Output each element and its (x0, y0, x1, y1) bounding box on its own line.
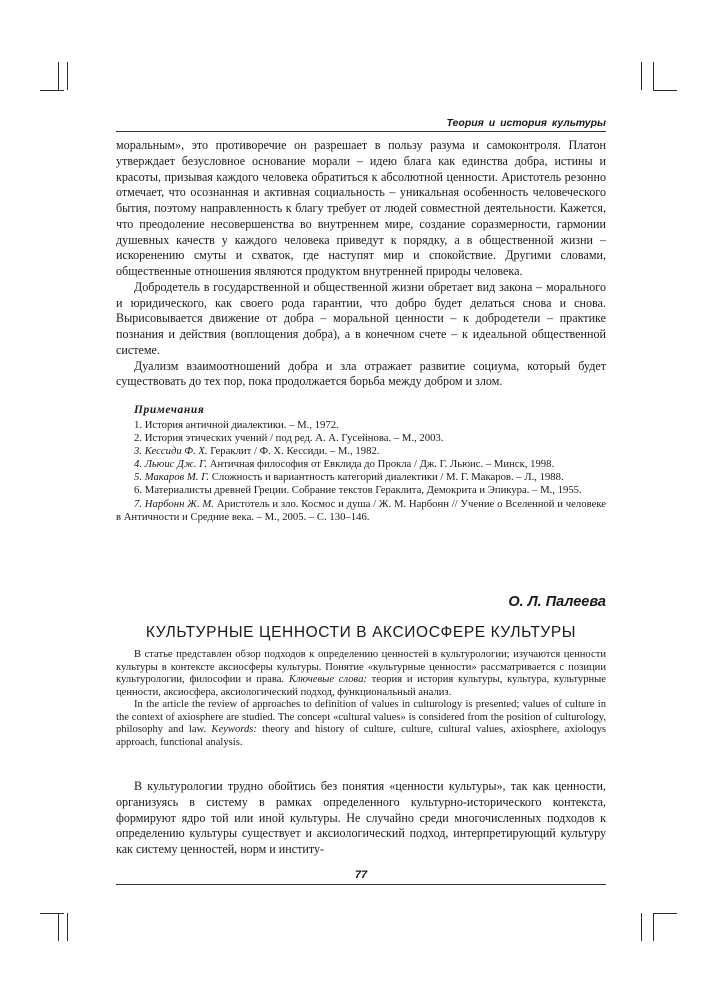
note-item: 3. Кессиди Ф. Х. Гераклит / Ф. Х. Кессиди. – М., 1982. (134, 445, 380, 458)
abstract-section (116, 649, 606, 749)
note-item: 2. История этических учений / под ред. А. А. Гусейнова. – М., 2003. (134, 432, 444, 445)
page-number: 77 (354, 869, 368, 881)
paragraph: В культурологии трудно обойтись без понятия «ценности культуры», так как ценности, организуясь в систему в рамках определенного культурно-исторического контекста, формируют ядро той или иной культуры. Не случайно среди многочисленных подходов к определению культуры существует и аксиологический подход, интерпретирующий культуру как систему ценностей, норм и институ- (116, 779, 606, 856)
article-author: О. Л. Палеева (508, 594, 606, 610)
header-rule (116, 131, 606, 132)
article-body (116, 779, 606, 858)
abstract-ru: В статье представлен обзор подходов к определению ценностей в культурологии; изучаются ценности культуры в контексте аксиосферы культуры. Понятие «культурные ценности» рассматривается с позиции культурологии, философии и права. Ключевые слова: теория и история культуры, культура, культурные ценности, аксиосфера, аксиологический подход, функциональный анализ. (116, 649, 606, 698)
notes-title: Примечания (134, 404, 205, 416)
keywords-label: Keywords: (211, 724, 257, 736)
paragraph: моральным», это противоречие он разрешает в пользу разума и самоконтроля. Платон утверждает безусловное основание морали – идею блага как единства добра, истины и красоты, призывая каждого человека обратиться к абсолютной ценности. Аристотель резонно отмечает, что осознанная и активная социальность – уникальная особенность человеческого бытия, поэтому направленность к благу требует от людей совместной деятельности. Кажется, что преодоление несовершенства во внутреннем мире, создание соразмерности, гармонии душевных качеств у каждого человека приведут к порядку, а в общественной жизни – искоренению смуты и схваток, где наступят мир и спокойствие. Другими словами, общественные отношения являются продуктом внутренней природы человека. (116, 138, 606, 278)
previous-article-text (116, 138, 606, 390)
footer-rule (116, 884, 606, 885)
note-item: 5. Макаров М. Г. Сложность и вариантность категорий диалектики / М. Г. Макаров. – Л., 1988. (134, 471, 564, 484)
article-title: КУЛЬТУРНЫЕ ЦЕННОСТИ В АКСИОСФЕРЕ КУЛЬТУРЫ (145, 624, 577, 641)
note-item: 1. История античной диалектики. – М., 1972. (134, 419, 339, 431)
note-item: 7. Нарбонн Ж. М. Аристотель и зло. Космос и душа / Ж. М. Нарбонн // Учение о Вселенной и человеке в Античности и Средние века. – М., 2005. – С. 130–146. (116, 497, 606, 523)
note-item: 6. Материалисты древней Греции. Собрание текстов Гераклита, Демокрита и Эпикура. – М., 1955. (134, 484, 582, 497)
paragraph: Дуализм взаимоотношений добра и зла отражает развитие социума, который будет существовать до тех пор, пока продолжается борьба между добром и злом. (116, 358, 606, 389)
paragraph: Добродетель в государственной и общественной жизни обретает вид закона – морального и юридического, как своего рода гарантии, что добро будет делаться снова и снова. Вырисовывается движение от добра – моральной ценности – к добродетели – практике познания и действия (воплощения добра), а в конечном счете – к идеальной общественной системе. (116, 279, 606, 357)
notes-section (116, 403, 606, 524)
keywords-label: Ключевые слова: (288, 674, 367, 686)
abstract-en: In the article the review of approaches to definition of values in culturology is presented; values of culture in the context of axiosphere are studied. The concept «cultural values» is considered from the position of culturology, philosophy and law. Keywords: theory and history of culture, culture, cultural values, axiosphere, axioloqys approach, functional analysis. (116, 699, 606, 748)
note-item: 4. Льюис Дж. Г. Античная философия от Евклида до Прокла / Дж. Г. Льюис. – Минск, 1998. (134, 458, 555, 471)
running-header: Теория и история культуры (446, 117, 606, 129)
